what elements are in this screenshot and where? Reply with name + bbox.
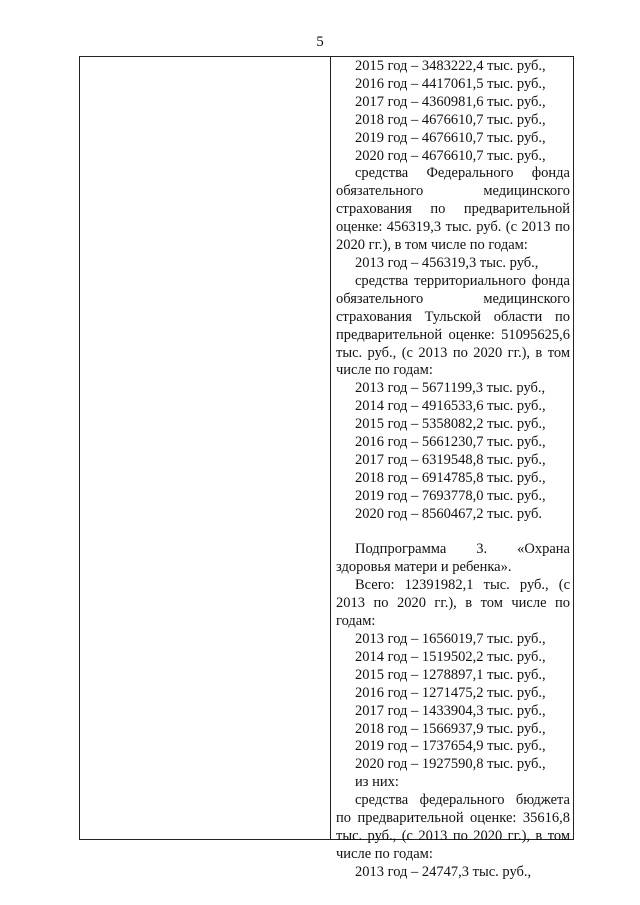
year-line: 2015 год – 1278897,1 тыс. руб., <box>355 666 546 683</box>
year-line: 2016 год – 5661230,7 тыс. руб., <box>355 434 546 451</box>
ffoms-paragraph: средства Федерального фонда обязательного медицинского страхования по предварительной оценке: 456319,3 тыс. руб. (с 2013 по 2020 гг.), в том числе по годам: <box>336 165 570 254</box>
table-left-column <box>80 57 331 839</box>
program-table <box>79 56 574 880</box>
year-line: 2019 год – 4676610,7 тыс. руб., <box>355 129 546 146</box>
year-line: 2020 год – 8560467,2 тыс. руб. <box>355 505 543 522</box>
year-line: 2017 год – 6319548,8 тыс. руб., <box>355 451 546 468</box>
year-line: 2019 год – 7693778,0 тыс. руб., <box>355 487 546 504</box>
table-right-column <box>332 57 574 880</box>
total-paragraph: Всего: 12391982,1 тыс. руб., (с 2013 по 2020 гг.), в том числе по годам: <box>336 577 570 630</box>
year-line: 2016 год – 4417061,5 тыс. руб., <box>355 75 546 92</box>
year-line: 2019 год – 1737654,9 тыс. руб., <box>355 738 546 755</box>
subprogram-title: Подпрограмма 3. «Охрана здоровья матери и ребенка». <box>336 541 570 576</box>
year-line: 2014 год – 1519502,2 тыс. руб., <box>355 648 546 665</box>
of-them-label: из них: <box>355 774 399 791</box>
year-line: 2017 год – 4360981,6 тыс. руб., <box>355 93 546 110</box>
year-line: 2015 год – 5358082,2 тыс. руб., <box>355 416 546 433</box>
ffoms-year-line: 2013 год – 456319,3 тыс. руб., <box>355 254 539 271</box>
year-line: 2016 год – 1271475,2 тыс. руб., <box>355 684 546 701</box>
year-line: 2020 год – 1927590,8 тыс. руб., <box>355 756 546 773</box>
year-line: 2020 год – 4676610,7 тыс. руб., <box>355 147 546 164</box>
year-line: 2013 год – 1656019,7 тыс. руб., <box>355 630 546 647</box>
year-line: 2018 год – 1566937,9 тыс. руб., <box>355 720 546 737</box>
year-line: 2018 год – 6914785,8 тыс. руб., <box>355 469 546 486</box>
year-line: 2014 год – 4916533,6 тыс. руб., <box>355 398 546 415</box>
federal-paragraph: средства федерального бюджета по предварительной оценке: 35616,8 тыс. руб., (с 2013 по 2020 гг.), в том числе по годам: <box>336 792 570 862</box>
page-number: 5 <box>316 34 324 50</box>
year-line: 2018 год – 4676610,7 тыс. руб., <box>355 111 546 128</box>
federal-year-line: 2013 год – 24747,3 тыс. руб., <box>355 863 532 880</box>
year-line: 2017 год – 1433904,3 тыс. руб., <box>355 702 546 719</box>
blank-line <box>336 524 570 542</box>
year-line: 2013 год – 5671199,3 тыс. руб., <box>355 380 546 397</box>
year-line: 2015 год – 3483222,4 тыс. руб., <box>355 58 546 74</box>
tfoms-paragraph: средства территориального фонда обязательного медицинского страхования Тульской области по предварительной оценке: 51095625,6 тыс. руб., (с 2013 по 2020 гг.), в том числе по годам: <box>336 272 570 379</box>
